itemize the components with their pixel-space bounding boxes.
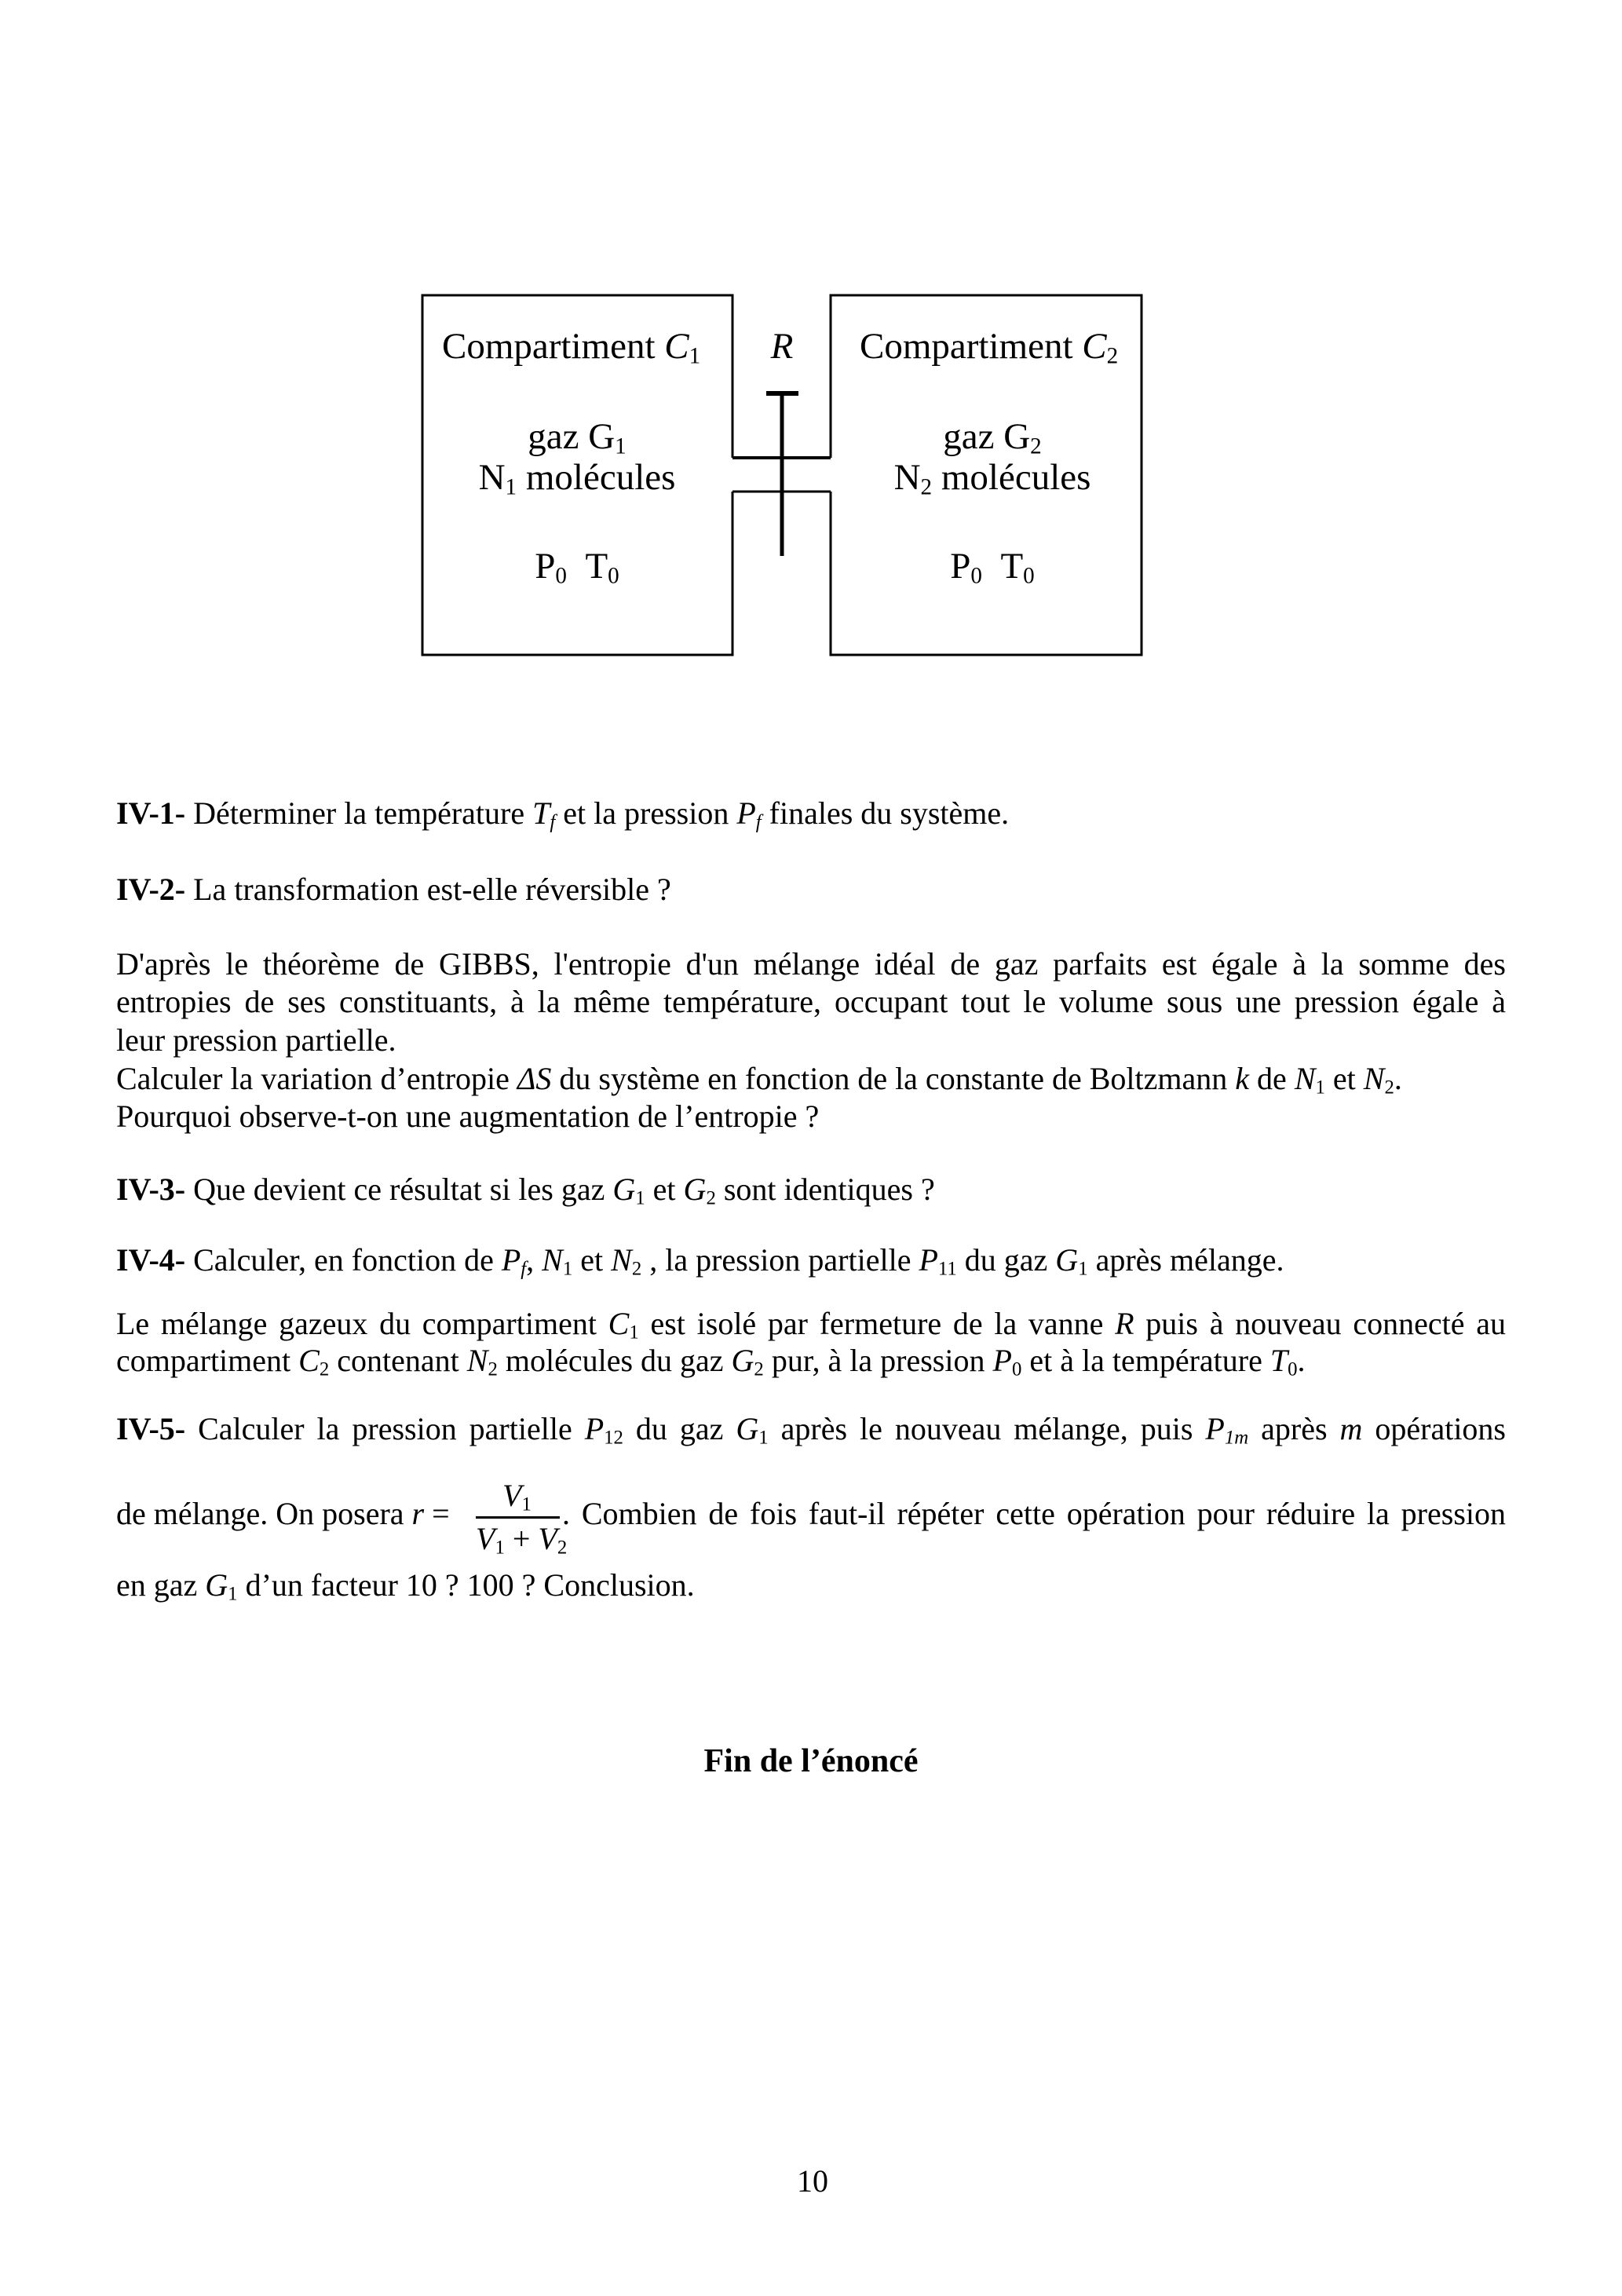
end-of-statement-title: Fin de l’énoncé bbox=[703, 1743, 919, 1779]
question-iv-5-line-1: IV-5- Calculer la pression partielle $P_{12}$ du gaz $G_1$ après le nouveau mélange, puis $P_{1m}$ après m opérations bbox=[116, 1411, 1506, 1449]
remix-line-1: Le mélange gazeux du compartiment $C_1$ est isolé par fermeture de la vanne R puis à nouveau connecté au bbox=[116, 1306, 1506, 1344]
compartment-2-state: $P_0$ $T_0$ bbox=[950, 546, 1035, 589]
question-iv-5-line-2-end: . Combien de fois faut-il répéter cette opération pour réduire la pression bbox=[562, 1496, 1506, 1531]
gibbs-line-3: leur pression partielle. bbox=[116, 1022, 396, 1058]
question-label: IV-5- bbox=[116, 1411, 186, 1446]
compartment-1-state: $P_0$ $T_0$ bbox=[535, 546, 619, 589]
question-label: IV-3- bbox=[116, 1172, 186, 1207]
gibbs-line-1: D'après le théorème de GIBBS, l'entropie d'un mélange idéal de gaz parfaits est égale à la somme des bbox=[116, 946, 1506, 982]
remix-line-2: compartiment $C_2$ contenant $N_2$ molécules du gaz $G_2$ pur, à la pression $P_0$ et à la température $T_0$. bbox=[116, 1343, 1306, 1380]
page-number: 10 bbox=[797, 2163, 828, 2199]
question-label: IV-2- bbox=[116, 872, 186, 907]
question-iv-5-line-2-start: de mélange. On posera r = bbox=[116, 1496, 450, 1531]
question-iv-2: IV-2- La transformation est-elle réversible ? bbox=[116, 872, 671, 907]
gibbs-line-2: entropies de ses constituants, à la même température, occupant tout le volume sous une pression égale à bbox=[116, 984, 1506, 1019]
compartment-2-gas: gaz $G_2$ bbox=[943, 416, 1042, 459]
compartment-1-gas: gaz $G_1$ bbox=[528, 416, 627, 459]
fraction-numerator: $V_1$ bbox=[502, 1478, 532, 1515]
question-iv-3: IV-3- Que devient ce résultat si les gaz $G_1$ et $G_2$ sont identiques ? bbox=[116, 1172, 935, 1209]
compartment-1-molecules: $N_1$ molécules bbox=[478, 457, 676, 500]
gibbs-line-5: Pourquoi observe-t-on une augmentation de l’entropie ? bbox=[116, 1099, 820, 1134]
fraction-bar bbox=[476, 1516, 560, 1519]
fraction-denominator: $V_1 + V_2$ bbox=[476, 1521, 568, 1559]
question-iv-4: IV-4- Calculer, en fonction de $P_f$, $N_1$ et $N_2$ , la pression partielle $P_{11}$ du gaz $G_1$ après mélange. bbox=[116, 1242, 1284, 1280]
compartment-1-title: Compartiment $C_1$ bbox=[442, 326, 701, 369]
question-label: IV-1- bbox=[116, 795, 186, 831]
two-compartment-diagram bbox=[0, 0, 1622, 707]
gibbs-line-4: Calculer la variation d’entropie ΔS du système en fonction de la constante de Boltzmann k de $N_1$ et $N_2$. bbox=[116, 1061, 1402, 1099]
diagram-drawing bbox=[0, 0, 1622, 707]
question-label: IV-4- bbox=[116, 1242, 186, 1278]
question-iv-1: IV-1- Déterminer la température $T_f$ et la pression $P_f$ finales du système. bbox=[116, 795, 1010, 833]
question-iv-5-line-3: en gaz $G_1$ d’un facteur 10 ? 100 ? Conclusion. bbox=[116, 1567, 695, 1605]
compartment-2-molecules: $N_2$ molécules bbox=[893, 457, 1091, 500]
valve-label: R bbox=[770, 326, 794, 367]
compartment-2-title: Compartiment $C_2$ bbox=[860, 326, 1119, 369]
